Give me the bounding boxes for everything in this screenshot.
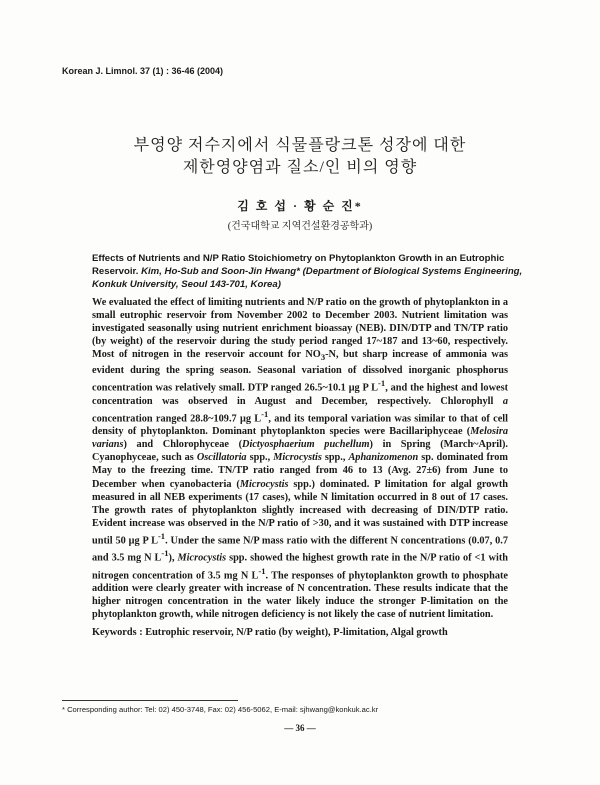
journal-citation: Korean J. Limnol. 37 (1) : 36-46 (2004) bbox=[62, 66, 224, 76]
species-name: Oscillatoria bbox=[196, 452, 247, 464]
abstract-text: sp. dominated from May to the freezing time. TN/TP ratio ranged from 46 to 13 (Avg. 27±6) from June to December when cyanobacteria ( bbox=[92, 452, 509, 490]
superscript: -1 bbox=[157, 530, 166, 541]
page-number: — 36 — bbox=[284, 723, 316, 733]
abstract-text: concentration ranged 28.8~109.7 μg L bbox=[92, 413, 262, 425]
abstract bbox=[92, 296, 508, 621]
superscript: -1 bbox=[261, 408, 269, 419]
abstract-text: spp., bbox=[321, 452, 349, 464]
footnote-divider bbox=[62, 700, 238, 701]
abstract-text: , and the highest and lowest concentration was observed in August and December, respectively. Chlorophyll bbox=[92, 382, 509, 407]
subscript: 3 bbox=[320, 352, 326, 363]
keywords-label: Keywords : bbox=[92, 627, 143, 638]
english-affiliation: (Department of Biological Systems Engineering, Konkuk University, Seoul 143-701, Korea) bbox=[92, 266, 523, 290]
korean-title-line-1: 부영양 저수지에서 식물플랑크톤 성장에 대한 bbox=[133, 137, 467, 154]
abstract-text: spp. showed the highest growth rate in the N/P ratio of <1 with nitrogen concentration of 3.5 mg N L bbox=[92, 552, 508, 582]
abstract-text: ) in Spring (March~April). Cyanophyceae, such as bbox=[92, 439, 508, 464]
abstract-text: ), bbox=[168, 552, 178, 564]
english-title: Effects of Nutrients and N/P Ratio Stoichiometry on Phytoplankton Growth in an Eutrophic Reservoir. bbox=[92, 253, 505, 277]
korean-authors: 김 호 섭 · 황 순 진* bbox=[237, 199, 363, 213]
species-name: Aphanizomenon bbox=[348, 452, 419, 464]
abstract-text: -N, but sharp increase of ammonia was evident during the spring season. Seasonal variation of dissolved inorganic phosphorus concentration was relatively small. DTP ranged 26.5~10.1 μg P L bbox=[92, 349, 509, 394]
species-name: Microcystis bbox=[273, 452, 322, 464]
abstract-text: spp.) dominated. P limitation for algal growth measured in all NEB experiments (17 cases), while N limitation occurred in 8 out of 17 cases. The growth rates of phytoplankton slightly increased with decreasing of DIN/DTP ratio. Evident increase was observed in the N/P ratio of >30, and it was sustained with DTP increase until 50 μg P L bbox=[92, 478, 508, 547]
superscript: -1 bbox=[161, 548, 169, 559]
abstract-text: We evaluated the effect of limiting nutrients and N/P ratio on the growth of phytoplankton in a small eutrophic reservoir from November 2002 to December 2003. Nutrient limitation was investigated seasonally using nutrient enrichment bioassay (NEB). DIN/DTP and TN/TP ratio (by weight) of the reservoir during the study period ranged 17~187 and 13~60, respectively. Most of nitrogen in the reservoir account for NO bbox=[92, 297, 508, 361]
abstract-text: . The responses of phytoplankton growth to phosphate addition were clearly greater with increase of N concentration. These results indicate that the higher nitrogen concentration in the water likely induce the stronger P-limitation on the phytoplankton growth, while nitrogen deficiency is not likely the case of nutrient limitation. bbox=[92, 570, 508, 621]
corresponding-author-footnote: * Corresponding author: Tel: 02) 450-3748, Fax: 02) 456-5062, E-mail: sjhwang@konkuk.ac.kr bbox=[62, 705, 379, 714]
species-name: Microcystis bbox=[239, 478, 289, 490]
abstract-text: . Under the same N/P mass ratio with the different N concentrations (0.07, 0.7 and 3.5 mg N L bbox=[92, 535, 509, 564]
keywords-text: Eutrophic reservoir, N/P ratio (by weight), P-limitation, Algal growth bbox=[142, 627, 448, 638]
english-title-block bbox=[92, 252, 532, 291]
abstract-text: ) and Chlorophyceae ( bbox=[123, 439, 243, 451]
species-name: Microcystis bbox=[177, 552, 227, 564]
keywords bbox=[92, 627, 508, 638]
korean-title-line-2: 제한영양염과 질소/인 비의 영향 bbox=[182, 159, 418, 176]
english-authors: Kim, Ho-Sub and Soon-Jin Hwang* bbox=[141, 266, 300, 277]
species-name: Melosira varians bbox=[92, 426, 508, 451]
abstract-text: spp., bbox=[246, 452, 274, 464]
superscript: -1 bbox=[258, 565, 266, 576]
superscript: -1 bbox=[378, 378, 386, 389]
species-name: Dictyosphaerium puchellum bbox=[242, 439, 370, 451]
species-name: a bbox=[502, 395, 508, 407]
korean-affiliation: (건국대학교 지역건설환경공학과) bbox=[227, 221, 373, 232]
abstract-text: , and its temporal variation was similar to that of cell density of phytoplankton. Dominant phytoplankton species were Bacillariphyceae ( bbox=[92, 413, 508, 438]
